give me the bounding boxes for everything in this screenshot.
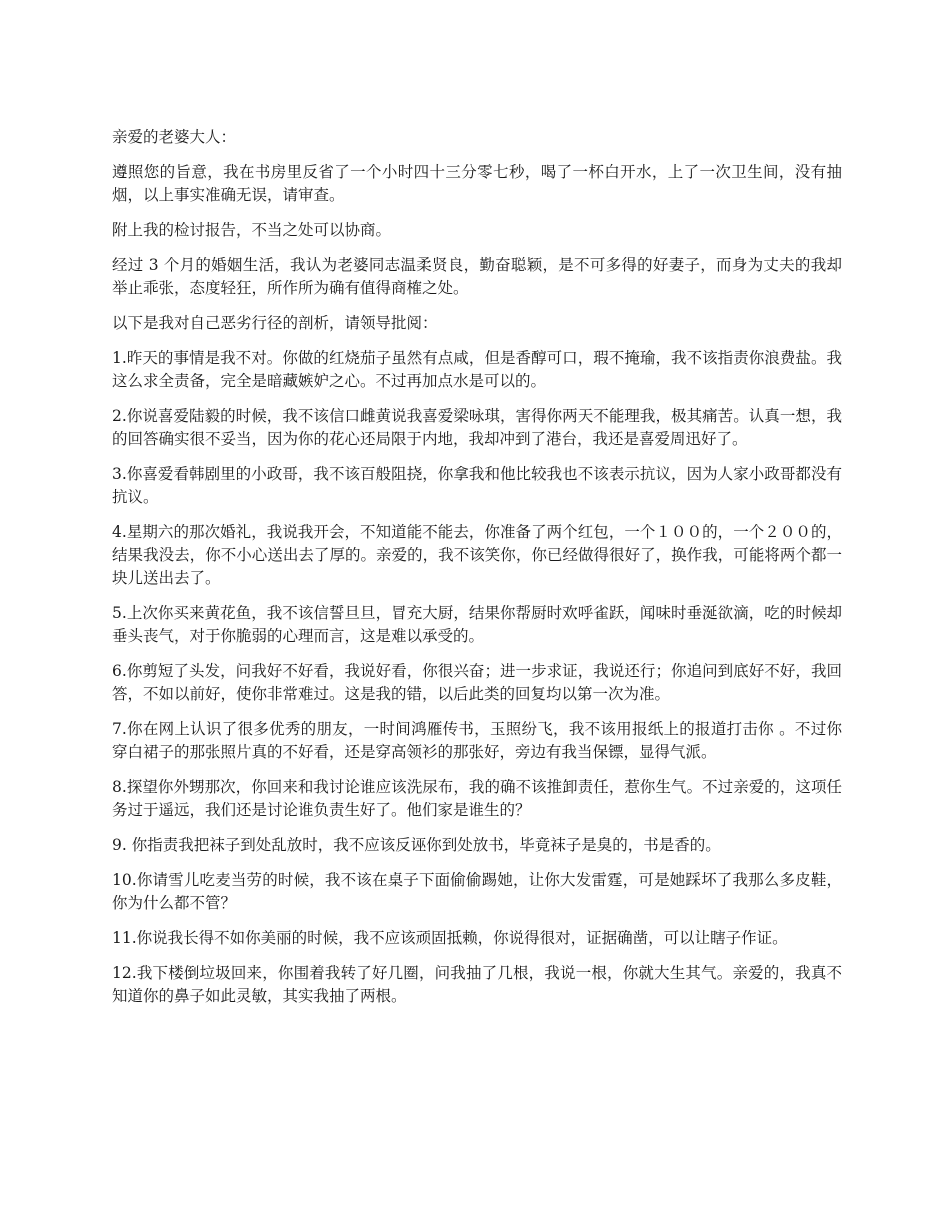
list-item-3: 3.你喜爱看韩剧里的小政哥，我不该百般阻挠，你拿我和他比较我也不该表示抗议，因为人家小政哥都没有抗议。 xyxy=(112,465,842,506)
paragraph-marriage: 经过 3 个月的婚姻生活，我认为老婆同志温柔贤良，勤奋聪颖，是不可多得的好妻子，而身为丈夫的我却举止乖张，态度轻狂，所作所为确有值得商榷之处。 xyxy=(112,256,842,297)
list-item-12: 12.我下楼倒垃圾回来，你围着我转了好几圈，问我抽了几根，我说一根，你就大生其气。亲爱的，我真不知道你的鼻子如此灵敏，其实我抽了两根。 xyxy=(112,964,842,1005)
greeting: 亲爱的老婆大人： xyxy=(112,128,237,146)
paragraph-analysis-intro: 以下是我对自己恶劣行径的剖析，请领导批阅： xyxy=(112,314,438,332)
list-item-2: 2.你说喜爱陆毅的时候，我不该信口雌黄说我喜爱梁咏琪，害得你两天不能理我，极其痛苦。认真一想，我的回答确实很不妥当，因为你的花心还局限于内地，我却冲到了港台，我还是喜爱周迅好了。 xyxy=(112,407,842,448)
list-item-6: 6.你剪短了头发，问我好不好看，我说好看，你很兴奋；进一步求证，我说还行；你追问到底好不好，我回答，不如以前好，使你非常难过。这是我的错，以后此类的回复均以第一次为准。 xyxy=(112,662,842,703)
list-item-9: 9. 你指责我把袜子到处乱放时，我不应该反诬你到处放书，毕竟袜子是臭的，书是香的。 xyxy=(112,836,721,854)
list-item-10: 10.你请雪儿吃麦当劳的时候，我不该在桌子下面偷偷踢她，让你大发雷霆，可是她踩坏了我那么多皮鞋，你为什么都不管？ xyxy=(112,871,842,912)
list-item-11: 11.你说我长得不如你美丽的时候，我不应该顽固抵赖，你说得很对，证据确凿，可以让瞎子作证。 xyxy=(112,929,788,947)
list-item-7: 7.你在网上认识了很多优秀的朋友，一时间鸿雁传书，玉照纷飞，我不该用报纸上的报道打击你 。不过你穿白裙子的那张照片真的不好看，还是穿高领衫的那张好，旁边有我当保镖，显得气派。 xyxy=(112,720,842,761)
list-item-1: 1.昨天的事情是我不对。你做的红烧茄子虽然有点咸，但是香醇可口，瑕不掩瑜，我不该指责你浪费盐。我这么求全责备，完全是暗藏嫉妒之心。不过再加点水是可以的。 xyxy=(112,349,842,390)
paragraph-attachment: 附上我的检讨报告，不当之处可以协商。 xyxy=(112,221,392,239)
list-item-8: 8.探望你外甥那次，你回来和我讨论谁应该洗尿布，我的确不该推卸责任，惹你生气。不过亲爱的，这项任务过于遥远，我们还是讨论谁负责生好了。他们家是谁生的？ xyxy=(112,778,842,819)
list-item-5: 5.上次你买来黄花鱼，我不该信誓旦旦，冒充大厨，结果你帮厨时欢呼雀跃，闻味时垂涎欲滴，吃的时候却垂头丧气，对于你脆弱的心理而言，这是难以承受的。 xyxy=(112,604,842,645)
paragraph-intro: 遵照您的旨意，我在书房里反省了一个小时四十三分零七秒，喝了一杯白开水，上了一次卫生间，没有抽烟，以上事实准确无误，请审查。 xyxy=(112,163,842,204)
list-item-4: 4.星期六的那次婚礼，我说我开会，不知道能不能去，你准备了两个红包，一个１００的，一个２００的，结果我没去，你不小心送出去了厚的。亲爱的，我不该笑你，你已经做得很好了，换作我，可能将两个都一块儿送出去了。 xyxy=(112,523,842,587)
document-page xyxy=(112,126,842,1020)
